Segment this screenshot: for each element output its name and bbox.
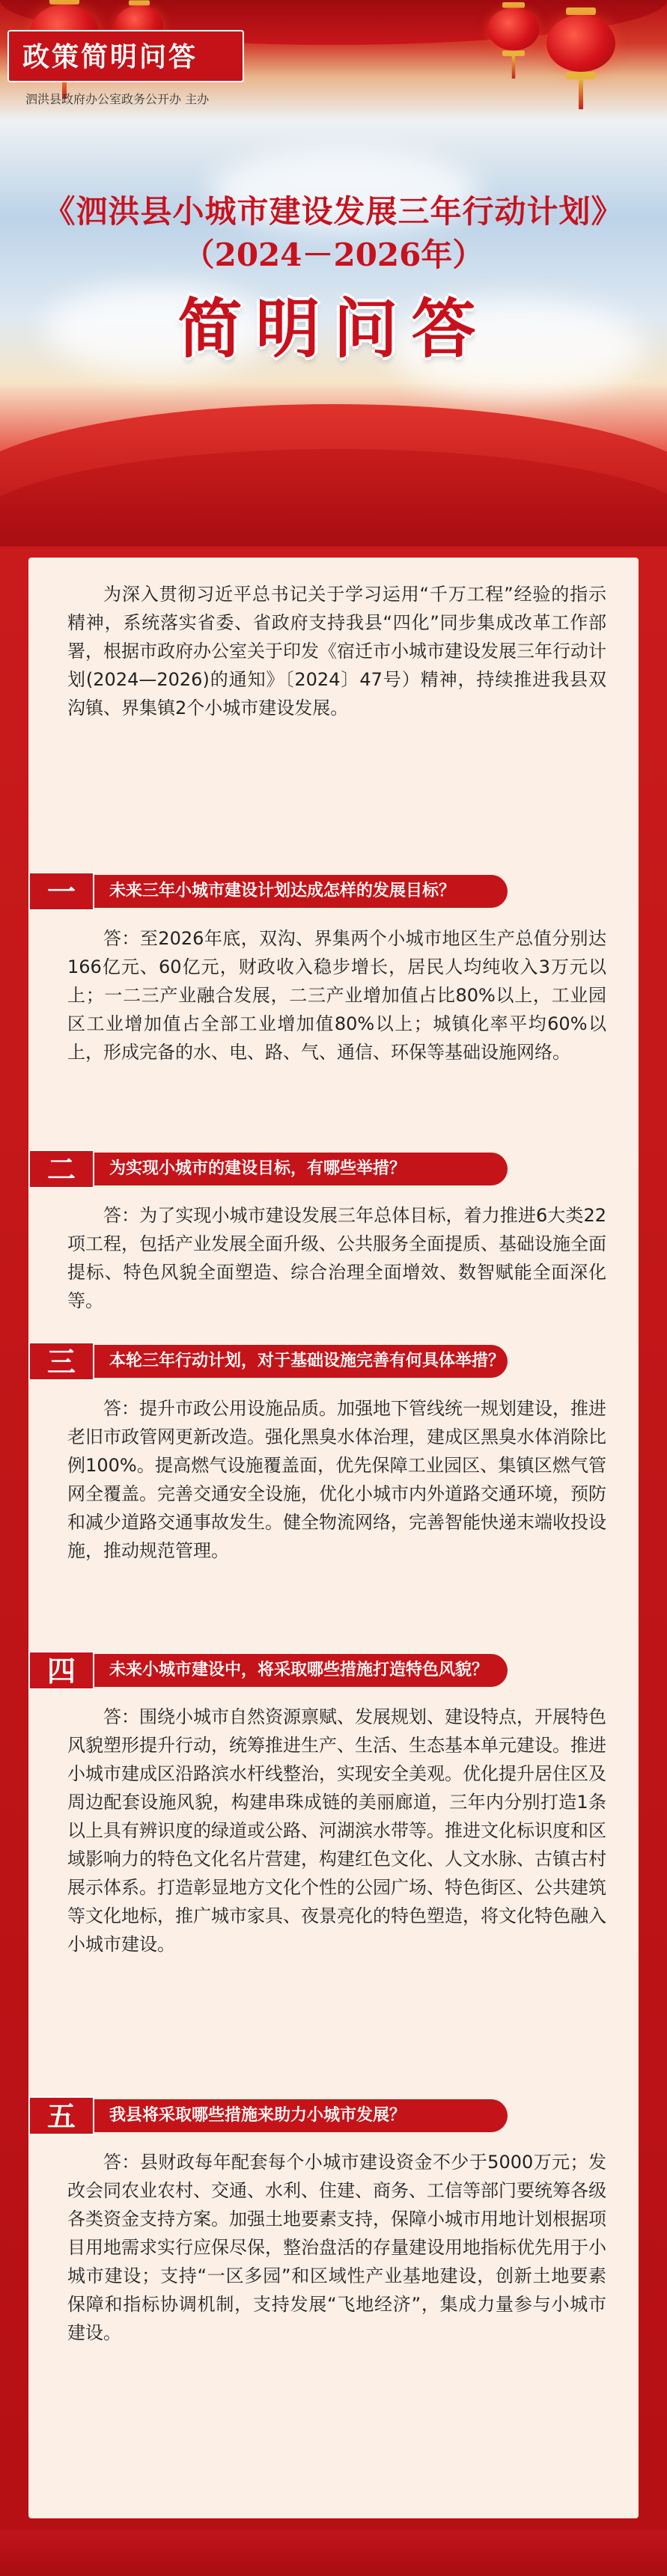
question-bar (28, 1654, 508, 1687)
question-number: 三 (28, 1342, 94, 1381)
tag-title: 政策简明问答 (22, 42, 198, 73)
page-title-years: （2024－2026年） (183, 236, 484, 273)
footer-strip (0, 2530, 667, 2576)
answer-paragraph: 答：县财政每年配套每个小城市建设资金不少于5000万元；发改会同农业农村、交通、水利、住建、商务、工信等部门要统筹各级各类资金支持方案。加强土地要素支持，保障小城市用地计划根据项目用地需求实行应保尽保，整治盘活的存量建设用地指标优先用于小城市建设；支持“一区多园”和区域性产业基地建设，创新土地要素保障和指标协调机制，支持发展“飞地经济”，集成力量参与小城市建设。 (67, 2152, 606, 2343)
question-number: 一 (28, 872, 94, 911)
answer-paragraph: 答：围绕小城市自然资源禀赋、发展规划、建设特点，开展特色风貌塑形提升行动，统筹推进生产、生活、生态基本单元建设。推进小城市建成区沿路滨水杆线整治，实现安全美观。优化提升居住区及周边配套设施风貌，构建串珠成链的美丽廊道，三年内分别打造1条以上具有辨识度的绿道或公路、河湖滨水带等。推进文化标识度和区域影响力的特色文化名片营建，构建红色文化、人文水脉、古镇古村展示体系。打造彰显地方文化个性的公园广场、特色街区、公共建筑等文化地标，推广城市家具、夜景亮化的特色塑造，将文化特色融入小城市建设。 (67, 1706, 606, 1955)
question-number: 四 (28, 1651, 94, 1690)
lantern-icon (546, 7, 615, 109)
question-number: 二 (28, 1150, 94, 1188)
question-text: 为实现小城市的建设目标，有哪些举措？ (109, 1159, 406, 1178)
answer-paragraph: 答：至2026年底，双沟、界集两个小城市地区生产总值分别达166亿元、60亿元，财政收入稳步增长，居民人均纯收入3万元以上；一二三产业融合发展，二三产业增加值占比80%以上，工业园区工业增加值占全部工业增加值80%以上；城镇化率平均60%以上，形成完备的水、电、路、气、通信、环保等基础设施网络。 (67, 928, 606, 1063)
answer-paragraph: 答：提升市政公用设施品质。加强地下管线统一规划建设，推进老旧市政管网更新改造。强化黑臭水体治理，建成区黑臭水体消除比例100%。提高燃气设施覆盖面，优先保障工业园区、集镇区燃气管网全覆盖。完善交通安全设施，优化小城市内外道路交通环境，预防和减少道路交通事故发生。健全物流网络，完善智能快递末端收投设施，推动规范管理。 (67, 1398, 606, 1561)
question-text: 未来三年小城市建设计划达成怎样的发展目标？ (109, 882, 456, 900)
question-bar (28, 1153, 508, 1185)
question-bar (28, 1345, 508, 1378)
intro-paragraph: 为深入贯彻习近平总书记关于学习运用“千万工程”经验的指示精神，系统落实省委、省政府支持我县“四化”同步集成改革工作部署，根据市政府办公室关于印发《宿迁市小城市建设发展三年行动计划(2024—2026)的通知》〔2024〕47号）精神，持续推进我县双沟镇、界集镇2个小城市建设发展。 (67, 584, 606, 718)
question-bar (28, 2099, 508, 2132)
question-text: 本轮三年行动计划，对于基础设施完善有何具体举措？ (109, 1352, 505, 1370)
header-banner (0, 0, 667, 546)
page-title-big: 简明问答 (177, 291, 490, 367)
question-bar (28, 875, 508, 908)
answer-paragraph: 答：为了实现小城市建设发展三年总体目标，着力推进6大类22项工程，包括产业发展全面升级、公共服务全面提质、基础设施全面提标、特色风貌全面塑造、综合治理全面增效、数智赋能全面深化等。 (67, 1205, 606, 1311)
content-card (28, 558, 639, 2518)
lantern-icon (488, 2, 540, 79)
question-text: 未来小城市建设中，将采取哪些措施打造特色风貌？ (109, 1661, 489, 1679)
section-tag (7, 30, 244, 82)
page-title: 《泗洪县小城市建设发展三年行动计划》 (43, 193, 624, 230)
question-text: 我县将采取哪些措施来助力小城市发展？ (109, 2106, 406, 2125)
organizer-text: 泗洪县政府办公室政务公开办 主办 (25, 92, 210, 106)
question-number: 五 (28, 2096, 94, 2135)
